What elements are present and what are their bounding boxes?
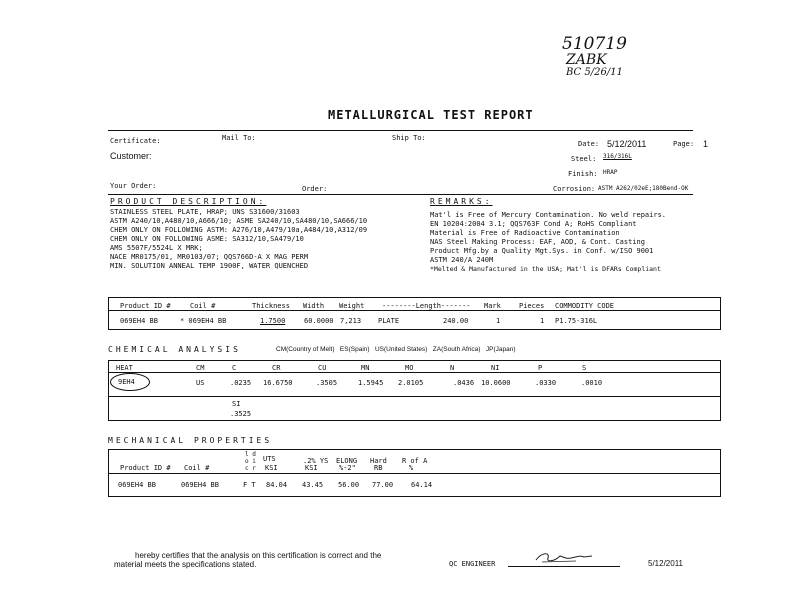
qc-signature-line bbox=[508, 566, 620, 567]
chemical-header: C bbox=[232, 364, 237, 372]
chemical-cell: .0436 bbox=[453, 379, 475, 387]
chemical-cell: .0010 bbox=[581, 379, 603, 387]
chemical-cell: .0330 bbox=[535, 379, 557, 387]
mechanical-header-elong: ELONG bbox=[336, 457, 358, 465]
product-table-cell: 240.00 bbox=[443, 317, 469, 325]
customer-label: Customer: bbox=[110, 151, 152, 161]
chemical-header: CR bbox=[272, 364, 281, 372]
remarks-heading: REMARKS: bbox=[430, 197, 493, 206]
page-label: Page: bbox=[673, 140, 695, 148]
corrosion-label: Corrosion: bbox=[553, 185, 596, 193]
chemical-header: NI bbox=[491, 364, 500, 372]
mechanical-cell: F T bbox=[243, 481, 256, 489]
product-description-line: STAINLESS STEEL PLATE, HRAP; UNS S31600/31603 bbox=[110, 208, 300, 216]
chemical-header: CU bbox=[318, 364, 327, 372]
mechanical-cell: 84.04 bbox=[266, 481, 288, 489]
finish-label: Finish: bbox=[568, 170, 598, 178]
chemical-cell: 2.0105 bbox=[398, 379, 424, 387]
product-description-line: CHEM ONLY ON FOLLOWING ASME: SA312/10,SA479/10 bbox=[110, 235, 304, 243]
chemical-header: P bbox=[538, 364, 543, 372]
corrosion-value: ASTM A262/02eE;180Bend-OK bbox=[598, 185, 689, 192]
report-title: METALLURGICAL TEST REPORT bbox=[328, 108, 534, 122]
product-table-cell: 7,213 bbox=[340, 317, 362, 325]
mechanical-cell: 56.00 bbox=[338, 481, 360, 489]
mechanical-header-coil: Coil # bbox=[184, 464, 210, 472]
chemical-header: MO bbox=[405, 364, 414, 372]
chemical-cell-heat: 9EH4 bbox=[118, 378, 135, 386]
product-table-cell: 1 bbox=[496, 317, 501, 325]
date-value: 5/12/2011 bbox=[607, 139, 647, 149]
product-table-cell: P1.75-316L bbox=[555, 317, 598, 325]
product-table-header-rule bbox=[108, 310, 721, 311]
order-label: Order: bbox=[302, 185, 328, 193]
product-description-heading: PRODUCT DESCRIPTION: bbox=[110, 197, 267, 206]
chemical-cell: 10.0600 bbox=[481, 379, 511, 387]
chemical-extra-value: .3525 bbox=[230, 410, 252, 418]
product-table-cell: 1 bbox=[540, 317, 545, 325]
chemical-header-rule bbox=[108, 372, 721, 373]
remarks-line: *Melted & Manufactured in the USA; Mat'l is DFARs Compliant bbox=[430, 265, 661, 273]
qc-signature bbox=[532, 548, 602, 566]
steel-label: Steel: bbox=[571, 155, 597, 163]
mail-to-label: Mail To: bbox=[222, 134, 256, 142]
chemical-row-rule bbox=[108, 396, 721, 397]
certification-statement: material meets the specifications stated. bbox=[114, 560, 257, 569]
mechanical-header-rule bbox=[108, 473, 721, 474]
steel-value: 316/316L bbox=[603, 153, 632, 160]
ship-to-label: Ship To: bbox=[392, 134, 426, 142]
product-table-cell: PLATE bbox=[378, 317, 400, 325]
product-description-line: MIN. SOLUTION ANNEAL TEMP 1900F, WATER QUENCHED bbox=[110, 262, 309, 270]
chemical-header: CM bbox=[196, 364, 205, 372]
chemical-header: N bbox=[450, 364, 455, 372]
product-table-header: Width bbox=[303, 302, 325, 310]
remarks-line: Material is Free of Radioactive Contamination bbox=[430, 229, 620, 237]
chemical-cell: .0235 bbox=[230, 379, 252, 387]
product-table-header: Thickness bbox=[252, 302, 290, 310]
mechanical-header-roa: R of A bbox=[402, 457, 428, 465]
product-table-cell: 069EH4 BB bbox=[120, 317, 158, 325]
product-table-cell: 60.0000 bbox=[304, 317, 334, 325]
chemical-header: HEAT bbox=[116, 364, 133, 372]
handwritten-number: 510719 bbox=[562, 34, 627, 54]
chemical-legend: CM(Country of Melt) ES(Spain) US(United States) ZA(South Africa) JP(Japan) bbox=[276, 346, 516, 353]
product-table-header: COMMODITY CODE bbox=[555, 302, 615, 310]
mechanical-header-hard: Hard bbox=[370, 457, 387, 465]
remarks-line: EN 10204:2004 3.1; QQS763F Cond A; RoHS Compliant bbox=[430, 220, 637, 228]
your-order-label: Your Order: bbox=[110, 182, 157, 190]
product-table-header: Coil # bbox=[190, 302, 216, 310]
handwritten-initials-date: BC 5/26/11 bbox=[566, 67, 623, 78]
page-value: 1 bbox=[703, 139, 709, 149]
mechanical-header-uts: UTS bbox=[263, 455, 276, 463]
chemical-cell: .3505 bbox=[316, 379, 338, 387]
mechanical-header-uts-unit: KSI bbox=[265, 464, 278, 472]
product-description-line: AMS 5507F/5524L X MRK; bbox=[110, 244, 203, 252]
product-table-header: Mark bbox=[484, 302, 501, 310]
mechanical-properties-heading: MECHANICAL PROPERTIES bbox=[108, 436, 273, 445]
remarks-line: Product Mfg.by a Quality Mgt.Sys. in Conf. w/ISO 9001 bbox=[430, 247, 654, 255]
chemical-extra-header: SI bbox=[232, 400, 241, 408]
mechanical-cell: 069EH4 BB bbox=[118, 481, 156, 489]
remarks-line: ASTM 240/A 240M bbox=[430, 256, 494, 264]
certification-statement: hereby certifies that the analysis on this certification is correct and the bbox=[135, 551, 382, 560]
mechanical-header-ys-unit: KSI bbox=[305, 464, 318, 472]
chemical-cell: US bbox=[196, 379, 205, 387]
mechanical-cell: 64.14 bbox=[411, 481, 433, 489]
product-table-cell: * 069EH4 BB bbox=[180, 317, 227, 325]
mechanical-header-elong-unit: %-2" bbox=[339, 464, 356, 472]
mechanical-header-roa-unit: % bbox=[409, 464, 414, 472]
mechanical-header-hard-unit: RB bbox=[374, 464, 383, 472]
product-table-header: Weight bbox=[339, 302, 365, 310]
chemical-header: MN bbox=[361, 364, 370, 372]
remarks-line: NAS Steel Making Process: EAF, AOD, & Cont. Casting bbox=[430, 238, 645, 246]
mechanical-header-ldo: o i bbox=[245, 458, 256, 465]
header-top-rule bbox=[108, 130, 693, 131]
certificate-label: Certificate: bbox=[110, 137, 161, 145]
header-bottom-rule bbox=[108, 194, 693, 195]
qc-date: 5/12/2011 bbox=[648, 559, 683, 568]
remarks-line: Mat'l is Free of Mercury Contamination. No weld repairs. bbox=[430, 211, 667, 219]
product-description-line: ASTM A240/10,A480/10,A666/10; ASME SA240/10,SA480/10,SA666/10 bbox=[110, 217, 368, 225]
product-table-header: --------Length------- bbox=[382, 302, 471, 310]
mechanical-header-ldo: l d bbox=[245, 451, 256, 458]
mechanical-cell: 069EH4 BB bbox=[181, 481, 219, 489]
finish-value: HRAP bbox=[603, 169, 618, 176]
product-description-line: CHEM ONLY ON FOLLOWING ASTM: A276/10,A479/10a,A484/10,A312/09 bbox=[110, 226, 368, 234]
product-table-header: Product ID # bbox=[120, 302, 171, 310]
mechanical-header-product-id: Product ID # bbox=[120, 464, 171, 472]
chemical-cell: 16.6750 bbox=[263, 379, 293, 387]
qc-engineer-label: QC ENGINEER bbox=[449, 560, 496, 568]
chemical-cell: 1.5945 bbox=[358, 379, 384, 387]
handwritten-code: ZABK bbox=[566, 52, 607, 68]
product-description-line: NACE MR0175/01, MR0103/07; QQS766D-A X MAG PERM bbox=[110, 253, 309, 261]
mechanical-cell: 77.00 bbox=[372, 481, 394, 489]
product-table-cell: 1.7500 bbox=[260, 317, 286, 325]
mechanical-header-ys: .2% YS bbox=[303, 457, 329, 465]
mechanical-header-ldo: c r bbox=[245, 465, 256, 472]
date-label: Date: bbox=[578, 140, 600, 148]
chemical-analysis-heading: CHEMICAL ANALYSIS bbox=[108, 345, 241, 354]
mechanical-cell: 43.45 bbox=[302, 481, 324, 489]
product-table-header: Pieces bbox=[519, 302, 545, 310]
chemical-header: S bbox=[582, 364, 587, 372]
